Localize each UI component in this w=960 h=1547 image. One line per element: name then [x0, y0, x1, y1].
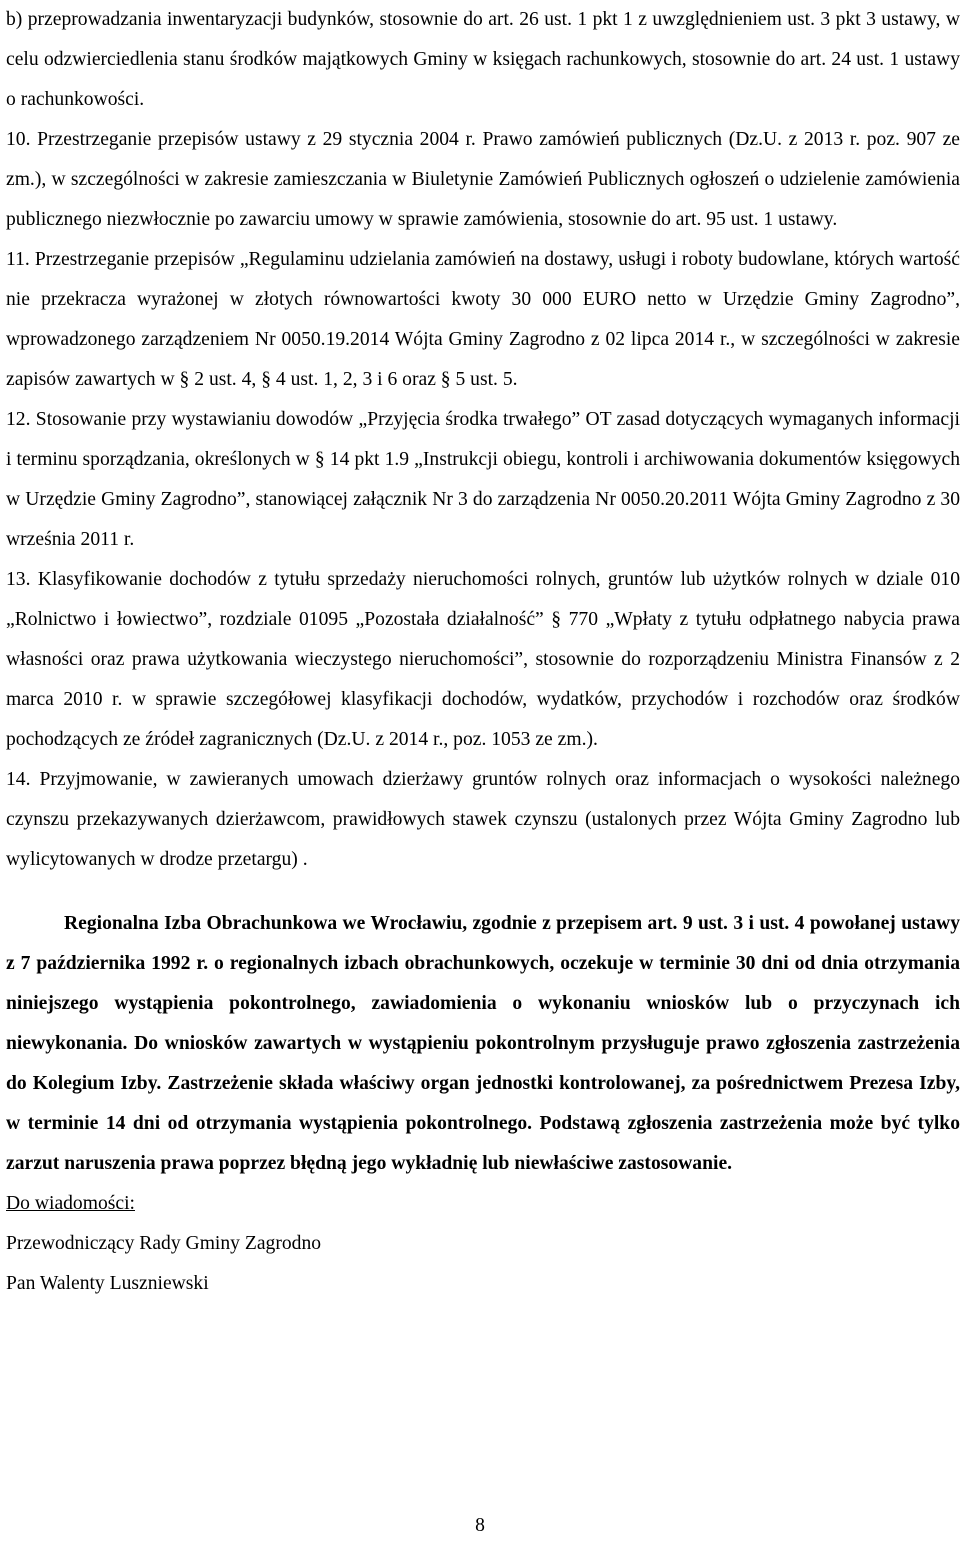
distribution-list: [6, 1184, 960, 1304]
paragraph-item-11: 11. Przestrzeganie przepisów „Regulaminu udzielania zamówień na dostawy, usługi i roboty budowlane, których wartość nie przekracza wyrażonej w złotych równowartości kwoty 30 000 EURO netto w Urzędzie Gminy Zagrodno”, wprowadzonego zarządzeniem Nr 0050.19.2014 Wójta Gminy Zagrodno z 02 lipca 2014 r., w szczególności w zakresie zapisów zawartych w § 2 ust. 4, § 4 ust. 1, 2, 3 i 6 oraz § 5 ust. 5.: [6, 249, 960, 390]
paragraph-item-14: 14. Przyjmowanie, w zawieranych umowach dzierżawy gruntów rolnych oraz informacjach o wysokości należnego czynszu przekazywanych dzierżawcom, prawidłowych stawek czynszu (ustalonych przez Wójta Gminy Zagrodno lub wylicytowanych w drodze przetargu) .: [6, 769, 960, 870]
page-number: 8: [475, 1515, 485, 1536]
paragraph-item-10: 10. Przestrzeganie przepisów ustawy z 29 stycznia 2004 r. Prawo zamówień publicznych (Dz.U. z 2013 r. poz. 907 ze zm.), w szczególności w zakresie zamieszczania w Biuletynie Zamówień Publicznych ogłoszeń o udzielenie zamówienia publicznego niezwłocznie po zawarciu umowy w sprawie zamówienia, stosownie do art. 95 ust. 1 ustawy.: [6, 129, 960, 230]
closing-paragraph: Regionalna Izba Obrachunkowa we Wrocławiu, zgodnie z przepisem art. 9 ust. 3 i ust. 4 powołanej ustawy z 7 października 1992 r. o regionalnych izbach obrachunkowych, oczekuje w terminie 30 dni od dnia otrzymania niniejszego wystąpienia pokontrolnego, zawiadomienia o wykonaniu wniosków lub o przyczynach ich niewykonania. Do wniosków zawartych w wystąpieniu pokontrolnym przysługuje prawo zgłoszenia zastrzeżenia do Kolegium Izby. Zastrzeżenie składa właściwy organ jednostki kontrolowanej, za pośrednictwem Prezesa Izby, w terminie 14 dni od otrzymania wystąpienia pokontrolnego. Podstawą zgłoszenia zastrzeżenia może być tylko zarzut naruszenia prawa poprzez błędną jego wykładnię lub niewłaściwe zastosowanie.: [6, 913, 960, 1174]
recipient-name: Pan Walenty Luszniewski: [6, 1273, 209, 1294]
distribution-heading: Do wiadomości:: [6, 1193, 135, 1214]
document-body: [6, 0, 960, 1304]
paragraph-item-b: b) przeprowadzania inwentaryzacji budynków, stosownie do art. 26 ust. 1 pkt 1 z uwzględnieniem ust. 3 pkt 3 ustawy, w celu odzwierciedlenia stanu środków majątkowych Gminy w księgach rachunkowych, stosownie do art. 24 ust. 1 ustawy o rachunkowości.: [6, 9, 960, 110]
recipient-title: Przewodniczący Rady Gminy Zagrodno: [6, 1233, 322, 1254]
paragraph-item-12: 12. Stosowanie przy wystawianiu dowodów „Przyjęcia środka trwałego” OT zasad dotyczących wymaganych informacji i terminu sporządzania, określonych w § 14 pkt 1.9 „Instrukcji obiegu, kontroli i archiwowania dokumentów księgowych w Urzędzie Gminy Zagrodno”, stanowiącej załącznik Nr 3 do zarządzenia Nr 0050.20.2011 Wójta Gminy Zagrodno z 30 września 2011 r.: [6, 409, 960, 550]
paragraph-item-13: 13. Klasyfikowanie dochodów z tytułu sprzedaży nieruchomości rolnych, gruntów lub użytków rolnych w dziale 010 „Rolnictwo i łowiectwo”, rozdziale 01095 „Pozostała działalność” § 770 „Wpłaty z tytułu odpłatnego nabycia prawa własności oraz prawa użytkowania wieczystego nieruchomości”, stosownie do rozporządzeniu Ministra Finansów z 2 marca 2010 r. w sprawie szczegółowej klasyfikacji dochodów, wydatków, przychodów i rozchodów oraz środków pochodzących ze źródeł zagranicznych (Dz.U. z 2014 r., poz. 1053 ze zm.).: [6, 569, 960, 750]
